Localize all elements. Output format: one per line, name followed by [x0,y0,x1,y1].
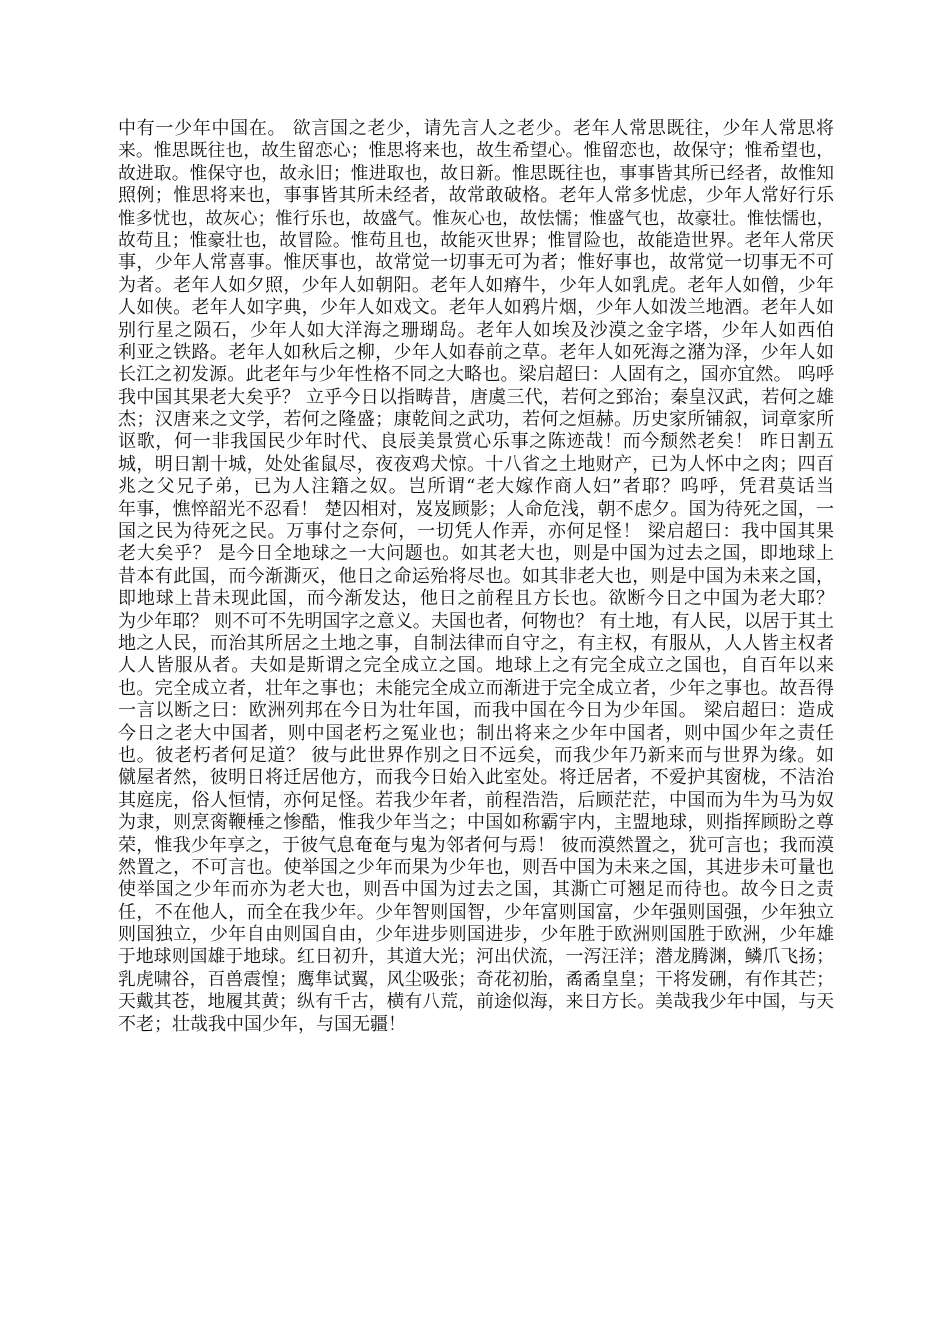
text-line: 不老；壮哉我中国少年，与国无疆！ [118,1013,406,1035]
text-line: 照例；惟思将来也，事事皆其所未经者，故常敢破格。老年人常多忧虑，少年人常好行乐 [118,185,834,207]
text-line: 讴歌，何一非我国民少年时代、良辰美景赏心乐事之陈迹哉！而今颓然老矣！ 昨日割五 [118,431,834,453]
text-line: 故进取。惟保守也，故永旧；惟进取也，故日新。惟思既往也，事事皆其所已经者，故惟知 [118,163,834,184]
text-line: 也。彼老朽者何足道？ 彼与此世界作别之日不远矣，而我少年乃新来而与世界为缘。如 [118,744,834,766]
text-line: 事，少年人常喜事。惟厌事也，故常觉一切事无可为者；惟好事也，故常觉一切事无不可 [118,252,834,274]
text-line: 其庭庑，俗人恒情，亦何足怪。若我少年者，前程浩浩，后顾茫茫，中国而为牛为马为奴 [118,789,834,811]
text-line: 也。完全成立者，壮年之事也；未能完全成立而渐进于完全成立者，少年之事也。故吾得 [118,677,834,699]
text-line: 长江之初发源。此老年与少年性格不同之大略也。梁启超曰：人固有之，国亦宜然。 呜呼 [118,364,834,386]
text-line: 中有一少年中国在。 欲言国之老少，请先言人之老少。老年人常思既往，少年人常思将 [118,118,834,139]
text-line: 僦屋者然，彼明日将迁居他方，而我今日始入此室处。将迁居者，不爱护其窗栊，不洁治 [118,767,834,789]
text-line: 城，明日割十城，处处雀鼠尽，夜夜鸡犬惊。十八省之土地财产，已为人怀中之肉；四百 [118,453,834,475]
text-line: 老大矣乎？ 是今日全地球之一大问题也。如其老大也，则是中国为过去之国，即地球上 [118,543,834,565]
text-line: 即地球上昔未现此国，而今渐发达，他日之前程且方长也。欲断今日之中国为老大耶？ [118,588,834,610]
text-line: 别行星之陨石，少年人如大洋海之珊瑚岛。老年人如埃及沙漠之金字塔，少年人如西伯 [118,319,834,341]
text-line: 地之人民，而治其所居之土地之事，自制法律而自守之，有主权，有服从，人人皆主权者 [118,632,834,654]
text-line: 一言以断之曰：欧洲列邦在今日为壮年国，而我中国在今日为少年国。 梁启超曰：造成 [118,700,834,722]
text-line: 今日之老大中国者，则中国老朽之冤业也；制出将来之少年中国者，则中国少年之责任 [118,722,834,744]
text-line: 然置之，不可言也。使举国之少年而果为少年也，则吾中国为未来之国，其进步未可量也 [118,856,834,878]
text-line: 则国独立，少年自由则国自由，少年进步则国进步，少年胜于欧洲则国胜于欧洲，少年雄 [118,924,834,946]
text-line: 杰；汉唐来之文学，若何之隆盛；康乾间之武功，若何之烜赫。历史家所铺叙，词章家所 [118,409,834,431]
text-line: 兆之父兄子弟，已为人注籍之奴。岂所谓“老大嫁作商人妇”者耶？呜呼，凭君莫话当 [118,476,834,498]
text-line: 于地球则国雄于地球。红日初升，其道大光；河出伏流，一泻汪洋；潜龙腾渊，鳞爪飞扬； [118,947,834,968]
text-line: 来。惟思既往也，故生留恋心；惟思将来也，故生希望心。惟留恋也，故保守；惟希望也， [118,141,834,162]
text-line: 我中国其果老大矣乎？ 立乎今日以指畴昔，唐虞三代，若何之郅治；秦皇汉武，若何之雄 [118,386,834,408]
text-line: 人如侠。老年人如字典，少年人如戏文。老年人如鸦片烟，少年人如泼兰地酒。老年人如 [118,297,834,319]
text-line: 乳虎啸谷，百兽震惶；鹰隼试翼，风尘吸张；奇花初胎，矞矞皇皇；干将发硎，有作其芒； [118,969,834,990]
text-line: 故苟且；惟豪壮也，故冒险。惟苟且也，故能灭世界；惟冒险也，故能造世界。老年人常厌 [118,230,834,251]
text-line: 任，不在他人，而全在我少年。少年智则国智，少年富则国富，少年强则国强，少年独立 [118,901,834,923]
text-line: 为者。老年人如夕照，少年人如朝阳。老年人如瘠牛，少年人如乳虎。老年人如僧，少年 [118,274,834,296]
text-line: 为隶，则烹脔鞭棰之惨酷，惟我少年当之；中国如称霸宇内，主盟地球，则指挥顾盼之尊 [118,812,834,834]
text-line: 年事，憔悴韶光不忍看！ 楚囚相对，岌岌顾影；人命危浅，朝不虑夕。国为待死之国，一 [118,498,834,520]
text-line: 惟多忧也，故灰心；惟行乐也，故盛气。惟灰心也，故怯懦；惟盛气也，故豪壮。惟怯懦也， [118,208,834,229]
text-line: 为少年耶？ 则不可不先明国字之意义。夫国也者，何物也？ 有土地，有人民，以居于其土 [118,610,834,632]
text-line: 昔本有此国，而今渐澌灭，他日之命运殆将尽也。如其非老大也，则是中国为未来之国， [118,565,834,587]
text-line: 使举国之少年而亦为老大也，则吾中国为过去之国，其澌亡可翘足而待也。故今日之责 [118,879,834,901]
text-line: 人人皆服从者。夫如是斯谓之完全成立之国。地球上之有完全成立之国也，自百年以来 [118,655,834,677]
text-line: 利亚之铁路。老年人如秋后之柳，少年人如春前之草。老年人如死海之潴为泽，少年人如 [118,341,834,363]
text-line: 荣，惟我少年享之，于彼气息奄奄与鬼为邻者何与焉！ 彼而漠然置之，犹可言也；我而漠 [118,834,834,856]
text-line: 天戴其苍，地履其黄；纵有千古，横有八荒，前途似海，来日方长。美哉我少年中国，与天 [118,992,834,1013]
text-line: 国之民为待死之民。万事付之奈何，一切凭人作弄，亦何足怪！ 梁启超曰：我中国其果 [118,521,834,543]
essay-body-text [118,118,834,1036]
